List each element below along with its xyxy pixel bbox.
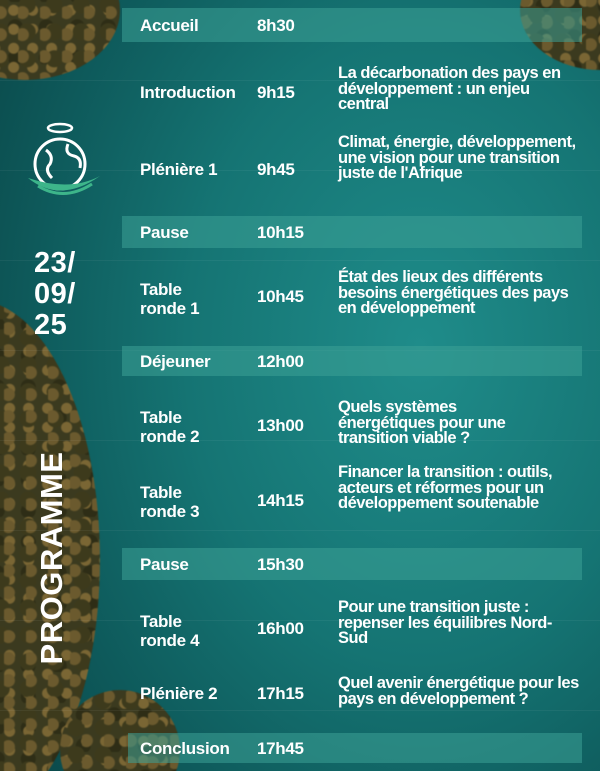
session-name: Table ronde 3 (140, 483, 200, 521)
session-time: 15h30 (257, 555, 304, 574)
session-time: 14h15 (257, 491, 304, 510)
session-name: Table ronde 4 (140, 612, 200, 650)
session-name: Pause (140, 555, 189, 574)
session-topic: Quels systèmes énergétiques pour une transition viable ? (338, 398, 506, 447)
event-date: 23/ 09/ 25 (34, 247, 76, 341)
session-name: Conclusion (140, 739, 230, 758)
session-name: Plénière 1 (140, 160, 218, 179)
session-topic: Financer la transition : outils, acteurs et réformes pour un développement soutenable (338, 463, 553, 512)
session-time: 12h00 (257, 352, 304, 371)
session-time: 13h00 (257, 416, 304, 435)
session-topic: La décarbonation des pays en développement : un enjeu central (338, 64, 561, 113)
session-time: 10h45 (257, 287, 304, 306)
session-name: Accueil (140, 16, 199, 35)
session-time: 16h00 (257, 619, 304, 638)
session-time: 9h45 (257, 160, 295, 179)
session-time: 9h15 (257, 83, 295, 102)
session-topic: Climat, énergie, développement, une vision pour une transition juste de l'Afrique (338, 133, 576, 182)
session-name: Pause (140, 223, 189, 242)
session-time: 10h15 (257, 223, 304, 242)
session-topic: Pour une transition juste : repenser les équilibres Nord-Sud (338, 598, 552, 647)
session-time: 17h45 (257, 739, 304, 758)
session-name: Table ronde 1 (140, 280, 200, 318)
session-topic: Quel avenir énergétique pour les pays en développement ? (338, 674, 579, 708)
session-name: Introduction (140, 83, 236, 102)
session-time: 8h30 (257, 16, 295, 35)
programme-title: PROGRAMME (34, 451, 69, 665)
session-topic: État des lieux des différents besoins énergétiques des pays en développement (338, 268, 569, 317)
session-time: 17h15 (257, 684, 304, 703)
globe-logo-icon (20, 114, 104, 204)
forest-top-left (0, 0, 120, 80)
session-name: Plénière 2 (140, 684, 218, 703)
session-name: Table ronde 2 (140, 408, 200, 446)
session-name: Déjeuner (140, 352, 211, 371)
